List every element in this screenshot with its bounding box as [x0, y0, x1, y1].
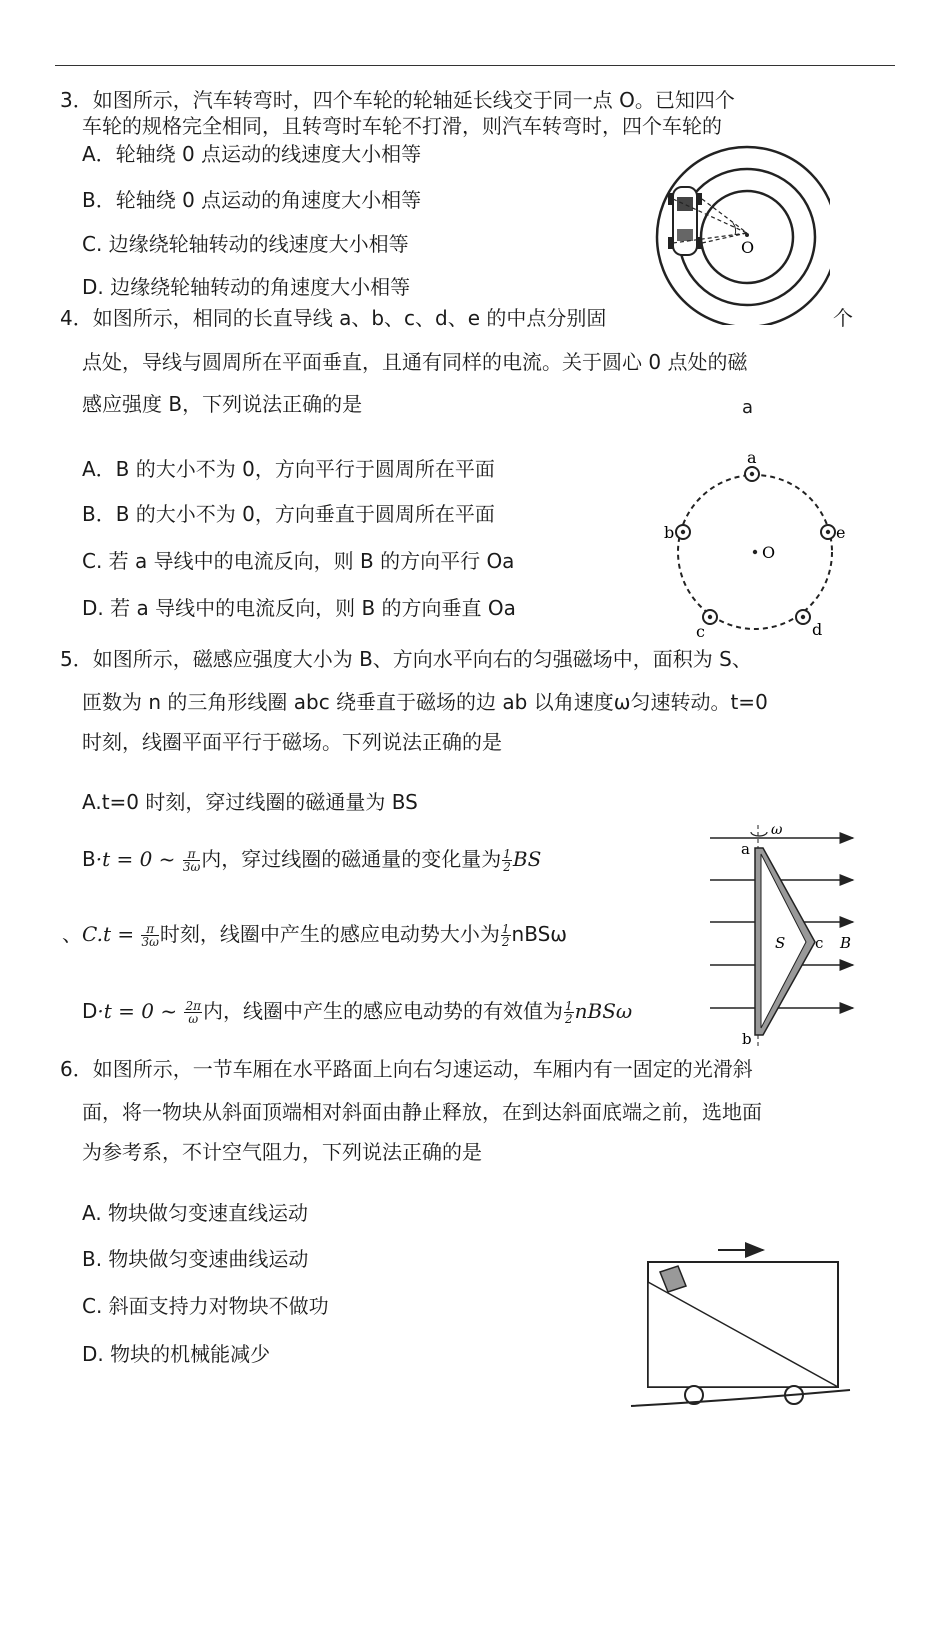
ground-line [631, 1390, 850, 1406]
q4-stem-line2: 点处，导线与圆周所在平面垂直，且通有同样的电流。关于圆心 0 点处的磁 [82, 350, 748, 374]
wire-d-icon [796, 610, 810, 624]
q5-option-d-half: $\frac{1}{2}$ [565, 999, 573, 1026]
q5-option-b-letter: B [82, 847, 96, 871]
q4-option-b: B．B 的大小不为 0，方向垂直于圆周所在平面 [82, 502, 495, 526]
q6-option-c: C. 斜面支持力对物块不做功 [82, 1294, 329, 1318]
q5-option-c-fraction: $\frac{\pi}{3\omega}$ [141, 922, 159, 949]
coil-vertex-b-label: b [742, 1030, 752, 1048]
car-icon [668, 187, 702, 255]
q5-option-d-fraction: $\frac{2\pi}{\omega}$ [185, 999, 202, 1026]
q4-option-d: D. 若 a 导线中的电流反向，则 B 的方向垂直 Oa [82, 596, 516, 620]
q6-option-b: B. 物块做匀变速曲线运动 [82, 1247, 309, 1271]
q4-option-a: A．B 的大小不为 0，方向平行于圆周所在平面 [82, 457, 495, 481]
q5-option-d [82, 997, 632, 1025]
wire-e-label: e [836, 523, 846, 542]
rotation-arrow-icon [751, 832, 767, 836]
q5-option-b-half: $\frac{1}{2}$ [503, 847, 511, 874]
q6-stem-line1: 6．如图所示，一节车厢在水平路面上向右匀速运动，车厢内有一固定的光滑斜 [60, 1057, 753, 1081]
field-b-label: B [840, 934, 852, 952]
q5-option-c-text: 时刻，线圈中产生的感应电动势大小为 [159, 922, 500, 946]
wire-c-label: c [696, 622, 705, 641]
wire-a-label: a [747, 448, 757, 467]
q3-option-d: D. 边缘绕轮轴转动的角速度大小相等 [82, 275, 411, 299]
q6-stem-line3: 为参考系，不计空气阻力，下列说法正确的是 [82, 1140, 482, 1164]
q5-option-a: A.t=0 时刻，穿过线圈的磁通量为 BS [82, 790, 418, 814]
q5-option-b-expr: ·t = 0 ~ [95, 847, 182, 871]
q4-stray-label: a [742, 397, 754, 418]
q5-option-c-letter: C [82, 922, 97, 946]
q4-stem-line1: 4．如图所示，相同的长直导线 a、b、c、d、e 的中点分别固 [60, 306, 607, 330]
q5-rotating-coil-figure [705, 820, 865, 1048]
q5-option-c-prefix: 、 [62, 922, 82, 946]
q5-option-b-fraction: $\frac{\pi}{3\omega}$ [182, 847, 201, 874]
header-rule [55, 65, 895, 66]
q5-option-c [62, 920, 567, 948]
q3-center-label: O [741, 238, 755, 257]
wire-d-label: d [812, 620, 823, 639]
q5-option-d-expr: ·t = 0 ~ [97, 999, 184, 1023]
q3-option-c: C. 边缘绕轮轴转动的线速度大小相等 [82, 232, 409, 256]
q6-option-a: A. 物块做匀变速直线运动 [82, 1201, 309, 1225]
q3-option-b: B．轮轴绕 0 点运动的角速度大小相等 [82, 188, 422, 212]
q6-option-d: D. 物块的机械能减少 [82, 1342, 271, 1366]
omega-label: ω [771, 822, 783, 838]
q3-stem-line2: 车轮的规格完全相同，且转弯时车轮不打滑，则汽车转弯时，四个车轮的 [82, 114, 722, 138]
q5-stem-line3: 时刻，线圈平面平行于磁场。下列说法正确的是 [82, 730, 502, 754]
q6-stem-line2: 面，将一物块从斜面顶端相对斜面由静止释放，在到达斜面底端之前，选地面 [82, 1100, 762, 1124]
wire-b-icon [676, 525, 690, 539]
q5-stem-line1: 5．如图所示，磁感应强度大小为 B、方向水平向右的匀强磁场中，面积为 S、 [60, 647, 752, 671]
q5-option-b-tail: BS [512, 847, 542, 871]
q5-option-b [82, 845, 541, 873]
q5-option-d-tail: nBSω [574, 999, 633, 1023]
coil-vertex-c-label: c [815, 934, 824, 952]
coil-area-label: S [775, 934, 786, 952]
q5-option-b-text: 内，穿过线圈的磁通量的变化量为 [201, 847, 502, 871]
q5-option-d-letter: D [82, 999, 98, 1023]
q5-option-d-text: 内，线圈中产生的感应电动势的有效值为 [203, 999, 564, 1023]
q5-option-c-tail: nBSω [511, 922, 568, 946]
q5-option-c-expr: .t = [96, 922, 141, 946]
wire-b-label: b [664, 523, 675, 542]
q4-stem-line3: 感应强度 B，下列说法正确的是 [82, 392, 363, 416]
q4-option-c: C. 若 a 导线中的电流反向，则 B 的方向平行 Oa [82, 549, 515, 573]
wire-e-icon [821, 525, 835, 539]
q3-stem-line1: 3．如图所示，汽车转弯时，四个车轮的轮轴延长线交于同一点 O。已知四个 [60, 88, 735, 112]
q3-turning-car-figure [655, 125, 830, 325]
wire-a-icon [745, 467, 759, 481]
q5-option-c-half: $\frac{1}{2}$ [501, 922, 510, 949]
q4-wires-circle-figure [660, 445, 850, 645]
wire-c-icon [703, 610, 717, 624]
q4-stem-line1-tail: 个 [833, 306, 853, 330]
q3-option-a: A．轮轴绕 0 点运动的线速度大小相等 [82, 142, 422, 166]
q5-stem-line2: 匝数为 n 的三角形线圈 abc 绕垂直于磁场的边 ab 以角速度ω匀速转动。t=0 [82, 690, 768, 714]
coil-vertex-a-label: a [741, 840, 750, 858]
q6-carriage-incline-figure [628, 1240, 853, 1415]
center-o-label: O [762, 543, 776, 562]
